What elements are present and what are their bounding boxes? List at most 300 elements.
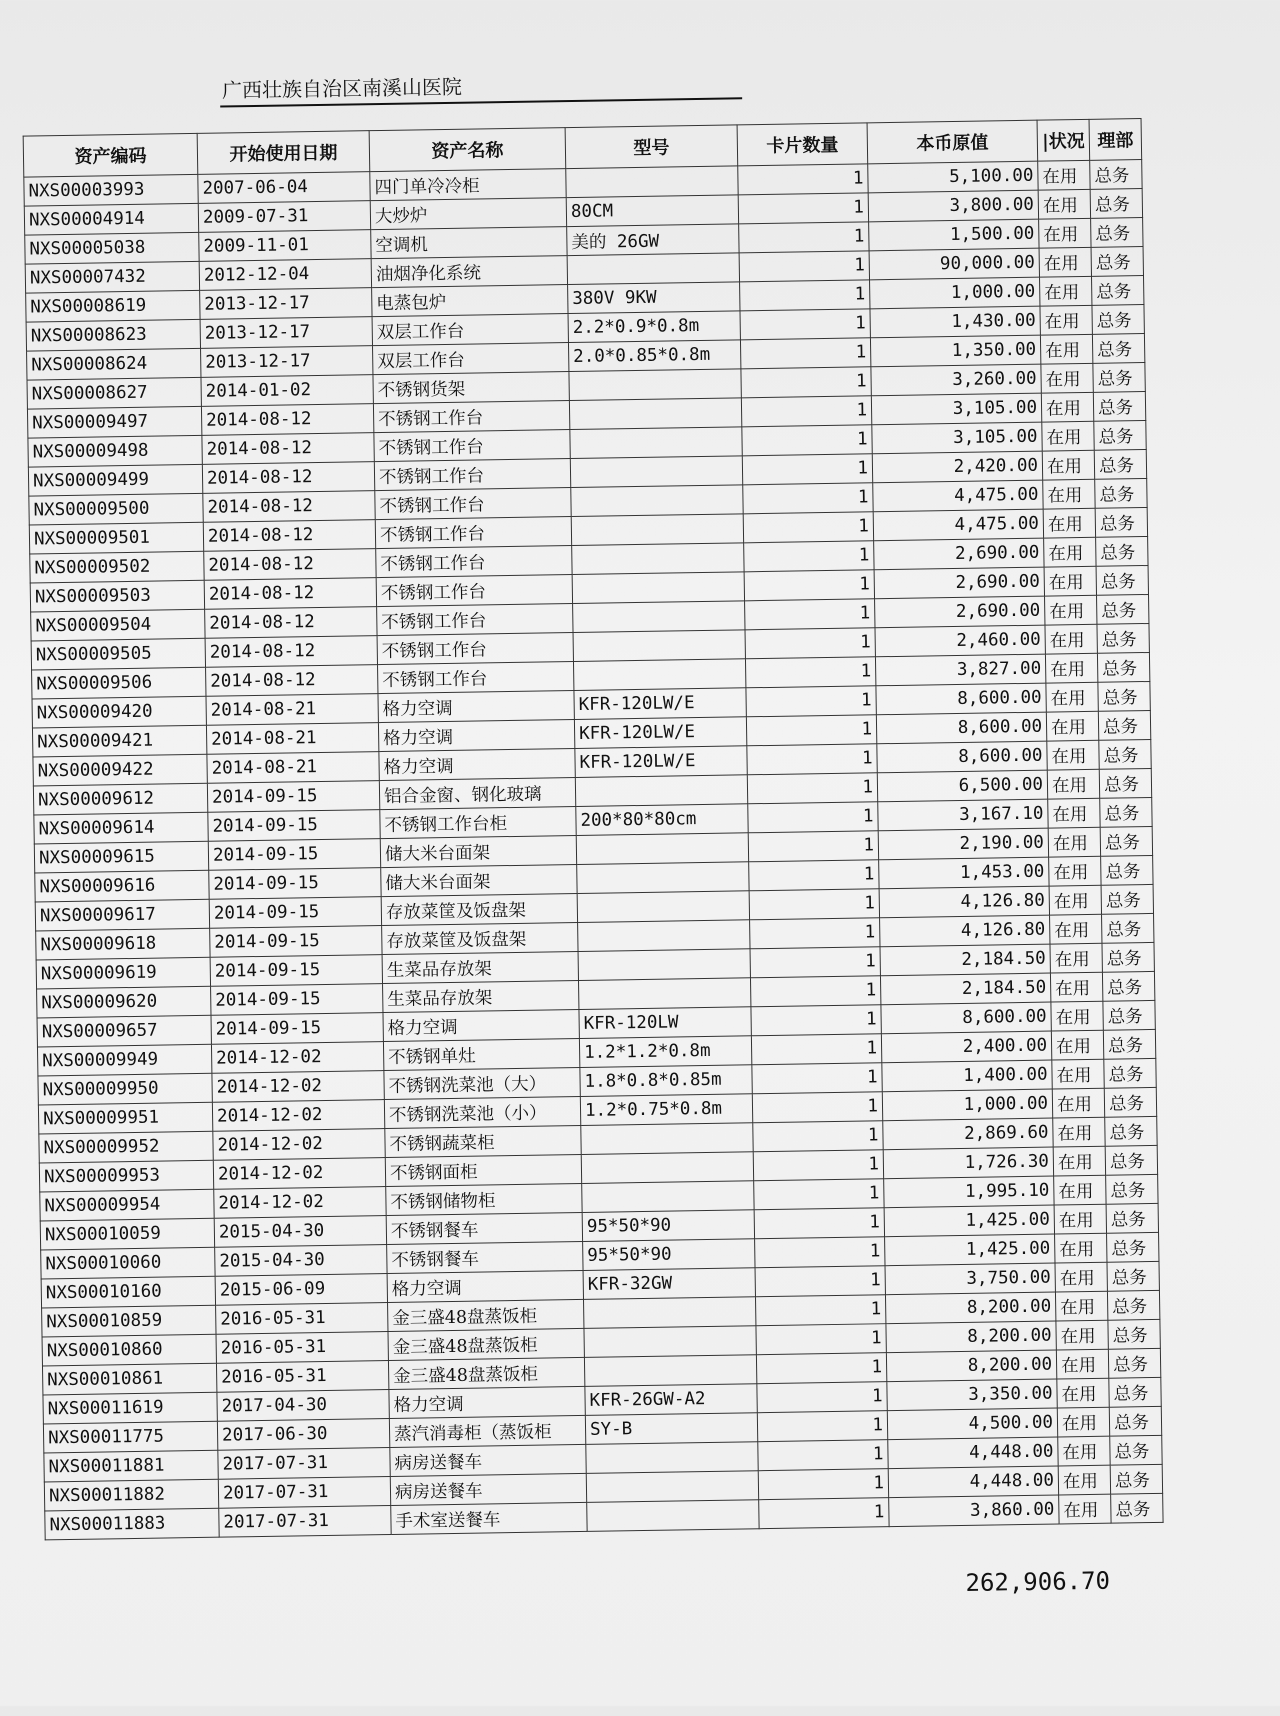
cell-department: 总务 xyxy=(1102,971,1154,1001)
cell-card-count: 1 xyxy=(744,570,874,601)
cell-department: 总务 xyxy=(1092,334,1144,364)
header-original-value: 本币原值 xyxy=(867,120,1038,164)
cell-model: 2.0*0.85*0.8m xyxy=(568,340,740,372)
cell-model xyxy=(586,1471,758,1503)
cell-card-count: 1 xyxy=(742,454,872,485)
cell-asset-code: NXS00010060 xyxy=(41,1247,215,1279)
cell-asset-name: 金三盛48盘蒸饭柜 xyxy=(388,1299,584,1331)
cell-model xyxy=(578,949,750,981)
cell-card-count: 1 xyxy=(746,686,876,717)
cell-asset-code: NXS00011619 xyxy=(43,1392,217,1424)
cell-start-date: 2014-12-02 xyxy=(213,1129,385,1161)
cell-original-value: 4,126.80 xyxy=(879,886,1049,918)
cell-asset-name: 不锈钢工作台 xyxy=(376,546,572,578)
cell-asset-code: NXS00011881 xyxy=(44,1450,218,1482)
cell-asset-name: 大炒炉 xyxy=(370,198,566,230)
cell-asset-code: NXS00009615 xyxy=(34,841,208,873)
cell-original-value: 3,750.00 xyxy=(885,1263,1055,1295)
cell-asset-name: 不锈钢工作台 xyxy=(375,517,571,549)
cell-department: 总务 xyxy=(1107,1261,1159,1291)
cell-asset-code: NXS00009500 xyxy=(29,493,203,525)
cell-asset-code: NXS00009499 xyxy=(28,464,202,496)
cell-start-date: 2014-08-21 xyxy=(206,723,378,755)
cell-card-count: 1 xyxy=(751,1005,881,1036)
cell-card-count: 1 xyxy=(741,367,871,398)
cell-asset-name: 病房送餐车 xyxy=(390,1444,586,1476)
cell-department: 总务 xyxy=(1093,392,1145,422)
cell-model: KFR-32GW xyxy=(583,1268,755,1300)
cell-department: 总务 xyxy=(1108,1319,1160,1349)
cell-start-date: 2014-12-02 xyxy=(214,1187,386,1219)
cell-department: 总务 xyxy=(1104,1087,1156,1117)
cell-asset-code: NXS00010059 xyxy=(40,1218,214,1250)
cell-asset-code: NXS00009498 xyxy=(28,435,202,467)
cell-start-date: 2014-08-12 xyxy=(203,491,375,523)
cell-asset-name: 不锈钢洗菜池（大） xyxy=(384,1067,580,1099)
cell-model xyxy=(578,920,750,952)
cell-original-value: 1,425.00 xyxy=(885,1234,1055,1266)
cell-start-date: 2015-04-30 xyxy=(215,1245,387,1277)
cell-department: 总务 xyxy=(1091,276,1143,306)
cell-status: 在用 xyxy=(1051,1030,1103,1060)
cell-start-date: 2014-08-12 xyxy=(203,520,375,552)
cell-status: 在用 xyxy=(1041,363,1093,393)
cell-department: 总务 xyxy=(1105,1145,1157,1175)
cell-original-value: 4,126.80 xyxy=(880,915,1050,947)
cell-department: 总务 xyxy=(1096,565,1148,595)
cell-asset-name: 不锈钢洗菜池（小） xyxy=(384,1096,580,1128)
cell-card-count: 1 xyxy=(740,309,870,340)
cell-card-count: 1 xyxy=(748,831,878,862)
cell-asset-name: 金三盛48盘蒸饭柜 xyxy=(388,1357,584,1389)
cell-model xyxy=(584,1355,756,1387)
cell-start-date: 2009-11-01 xyxy=(199,230,371,262)
cell-status: 在用 xyxy=(1050,972,1102,1002)
cell-card-count: 1 xyxy=(739,222,869,253)
cell-card-count: 1 xyxy=(745,628,875,659)
cell-asset-code: NXS00009616 xyxy=(35,870,209,902)
cell-card-count: 1 xyxy=(751,1034,881,1065)
cell-department: 总务 xyxy=(1099,739,1151,769)
cell-department: 总务 xyxy=(1095,478,1147,508)
cell-original-value: 1,400.00 xyxy=(882,1060,1052,1092)
cell-model: 200*80*80cm xyxy=(576,804,748,836)
cell-asset-name: 铝合金窗、钢化玻璃 xyxy=(379,778,575,810)
cell-original-value: 90,000.00 xyxy=(869,248,1039,280)
cell-status: 在用 xyxy=(1056,1320,1108,1350)
cell-asset-name: 格力空调 xyxy=(383,1009,579,1041)
cell-start-date: 2014-09-15 xyxy=(209,868,381,900)
cell-status: 在用 xyxy=(1046,682,1098,712)
cell-model xyxy=(573,659,745,691)
cell-start-date: 2014-12-02 xyxy=(211,1042,383,1074)
cell-asset-name: 电蒸包炉 xyxy=(372,285,568,317)
cell-original-value: 3,260.00 xyxy=(871,364,1041,396)
cell-original-value: 2,184.50 xyxy=(880,944,1050,976)
cell-start-date: 2014-09-15 xyxy=(211,984,383,1016)
table-body xyxy=(24,160,1163,1540)
cell-status: 在用 xyxy=(1050,943,1102,973)
cell-original-value: 1,000.00 xyxy=(870,277,1040,309)
cell-model xyxy=(577,891,749,923)
cell-asset-code: NXS00009612 xyxy=(33,783,207,815)
cell-asset-code: NXS00009953 xyxy=(39,1160,213,1192)
cell-status: 在用 xyxy=(1040,276,1092,306)
cell-asset-name: 格力空调 xyxy=(389,1386,585,1418)
cell-status: 在用 xyxy=(1043,479,1095,509)
cell-status: 在用 xyxy=(1038,160,1090,190)
cell-model: 1.8*0.8*0.85m xyxy=(580,1065,752,1097)
cell-asset-code: NXS00009951 xyxy=(38,1102,212,1134)
cell-card-count: 1 xyxy=(757,1411,887,1442)
cell-department: 总务 xyxy=(1091,247,1143,277)
cell-status: 在用 xyxy=(1047,740,1099,770)
cell-status: 在用 xyxy=(1045,624,1097,654)
cell-start-date: 2013-12-17 xyxy=(200,288,372,320)
cell-start-date: 2013-12-17 xyxy=(200,317,372,349)
cell-card-count: 1 xyxy=(747,744,877,775)
cell-original-value: 3,167.10 xyxy=(878,799,1048,831)
cell-model: SY-B xyxy=(585,1413,757,1445)
cell-original-value: 4,475.00 xyxy=(873,509,1043,541)
cell-asset-name: 不锈钢工作台 xyxy=(377,633,573,665)
cell-start-date: 2014-09-15 xyxy=(207,781,379,813)
cell-status: 在用 xyxy=(1039,218,1091,248)
cell-original-value: 2,869.60 xyxy=(883,1118,1053,1150)
cell-card-count: 1 xyxy=(743,512,873,543)
cell-department: 总务 xyxy=(1099,768,1151,798)
cell-asset-name: 储大米台面架 xyxy=(381,864,577,896)
cell-status: 在用 xyxy=(1044,537,1096,567)
cell-model xyxy=(578,978,750,1010)
cell-asset-code: NXS00009505 xyxy=(31,638,205,670)
cell-asset-code: NXS00009422 xyxy=(33,754,207,786)
cell-original-value: 3,827.00 xyxy=(875,654,1045,686)
header-model: 型号 xyxy=(565,125,738,169)
cell-status: 在用 xyxy=(1048,798,1100,828)
cell-status: 在用 xyxy=(1057,1378,1109,1408)
cell-department: 总务 xyxy=(1111,1493,1163,1523)
cell-asset-name: 双层工作台 xyxy=(372,314,568,346)
cell-start-date: 2014-08-12 xyxy=(205,636,377,668)
cell-card-count: 1 xyxy=(745,599,875,630)
cell-model: KFR-120LW/E xyxy=(574,688,746,720)
cell-asset-code: NXS00010861 xyxy=(42,1363,216,1395)
cell-model: 380V 9KW xyxy=(568,282,740,314)
cell-model xyxy=(569,398,741,430)
cell-original-value: 4,500.00 xyxy=(887,1408,1057,1440)
cell-department: 总务 xyxy=(1106,1174,1158,1204)
cell-card-count: 1 xyxy=(741,396,871,427)
cell-asset-code: NXS00005038 xyxy=(25,232,199,264)
cell-start-date: 2017-04-30 xyxy=(217,1390,389,1422)
cell-card-count: 1 xyxy=(742,425,872,456)
cell-card-count: 1 xyxy=(750,947,880,978)
cell-asset-code: NXS00009501 xyxy=(29,522,203,554)
cell-start-date: 2014-08-12 xyxy=(202,462,374,494)
cell-department: 总务 xyxy=(1090,189,1142,219)
cell-original-value: 8,600.00 xyxy=(876,683,1046,715)
header-status: |状况 xyxy=(1037,119,1090,161)
cell-card-count: 1 xyxy=(750,976,880,1007)
cell-status: 在用 xyxy=(1055,1262,1107,1292)
cell-status: 在用 xyxy=(1052,1059,1104,1089)
cell-original-value: 3,350.00 xyxy=(887,1379,1057,1411)
cell-department: 总务 xyxy=(1097,594,1149,624)
cell-original-value: 2,420.00 xyxy=(872,451,1042,483)
cell-department: 总务 xyxy=(1093,363,1145,393)
cell-asset-code: NXS00011775 xyxy=(43,1421,217,1453)
cell-original-value: 1,500.00 xyxy=(869,219,1039,251)
cell-model: 1.2*0.75*0.8m xyxy=(580,1094,752,1126)
cell-asset-name: 存放菜筐及饭盘架 xyxy=(382,922,578,954)
cell-original-value: 4,448.00 xyxy=(888,1437,1058,1469)
cell-asset-name: 格力空调 xyxy=(379,749,575,781)
cell-model: 95*50*90 xyxy=(583,1239,755,1271)
cell-asset-name: 不锈钢工作台 xyxy=(373,401,569,433)
cell-department: 总务 xyxy=(1097,623,1149,653)
cell-model xyxy=(572,572,744,604)
cell-status: 在用 xyxy=(1048,827,1100,857)
cell-asset-name: 金三盛48盘蒸饭柜 xyxy=(388,1328,584,1360)
cell-original-value: 8,600.00 xyxy=(877,741,1047,773)
cell-start-date: 2017-07-31 xyxy=(218,1476,390,1508)
cell-asset-name: 存放菜筐及饭盘架 xyxy=(381,893,577,925)
cell-asset-name: 格力空调 xyxy=(387,1270,583,1302)
cell-asset-name: 不锈钢蔬菜柜 xyxy=(385,1125,581,1157)
cell-start-date: 2014-08-12 xyxy=(202,433,374,465)
cell-original-value: 2,400.00 xyxy=(881,1031,1051,1063)
cell-asset-code: NXS00009954 xyxy=(40,1189,214,1221)
cell-card-count: 1 xyxy=(753,1150,883,1181)
cell-status: 在用 xyxy=(1040,305,1092,335)
cell-asset-name: 生菜品存放架 xyxy=(382,951,578,983)
cell-status: 在用 xyxy=(1055,1291,1107,1321)
cell-model xyxy=(575,775,747,807)
cell-status: 在用 xyxy=(1040,334,1092,364)
cell-card-count: 1 xyxy=(755,1295,885,1326)
cell-asset-name: 双层工作台 xyxy=(372,343,568,375)
cell-department: 总务 xyxy=(1107,1232,1159,1262)
cell-card-count: 1 xyxy=(740,338,870,369)
cell-original-value: 6,500.00 xyxy=(877,770,1047,802)
document-title: 广西壮族自治区南溪山医院 xyxy=(220,66,742,107)
cell-model xyxy=(567,253,739,285)
cell-department: 总务 xyxy=(1096,536,1148,566)
cell-department: 总务 xyxy=(1091,218,1143,248)
cell-start-date: 2014-08-12 xyxy=(206,665,378,697)
cell-department: 总务 xyxy=(1092,305,1144,335)
cell-asset-code: NXS00009504 xyxy=(31,609,205,641)
cell-start-date: 2014-08-21 xyxy=(206,694,378,726)
cell-asset-name: 手术室送餐车 xyxy=(391,1502,587,1534)
cell-original-value: 8,600.00 xyxy=(881,1002,1051,1034)
cell-asset-code: NXS00008623 xyxy=(26,319,200,351)
cell-asset-code: NXS00009618 xyxy=(36,928,210,960)
cell-model: KFR-120LW xyxy=(579,1007,751,1039)
cell-asset-code: NXS00009420 xyxy=(32,696,206,728)
cell-asset-code: NXS00009614 xyxy=(34,812,208,844)
cell-original-value: 8,600.00 xyxy=(876,712,1046,744)
cell-asset-code: NXS00009949 xyxy=(37,1044,211,1076)
header-asset-name: 资产名称 xyxy=(369,128,566,172)
cell-original-value: 2,190.00 xyxy=(878,828,1048,860)
cell-department: 总务 xyxy=(1094,421,1146,451)
cell-original-value: 3,105.00 xyxy=(871,393,1041,425)
cell-card-count: 1 xyxy=(738,164,868,195)
cell-model xyxy=(570,456,742,488)
cell-start-date: 2015-06-09 xyxy=(215,1274,387,1306)
cell-original-value: 8,200.00 xyxy=(886,1350,1056,1382)
cell-status: 在用 xyxy=(1057,1407,1109,1437)
cell-status: 在用 xyxy=(1053,1117,1105,1147)
cell-start-date: 2014-08-12 xyxy=(205,607,377,639)
cell-asset-code: NXS00010859 xyxy=(42,1305,216,1337)
cell-status: 在用 xyxy=(1039,247,1091,277)
cell-card-count: 1 xyxy=(759,1498,889,1529)
cell-original-value: 1,350.00 xyxy=(870,335,1040,367)
header-start-date: 开始使用日期 xyxy=(197,131,370,175)
cell-status: 在用 xyxy=(1055,1233,1107,1263)
cell-model xyxy=(573,601,745,633)
cell-asset-code: NXS00009502 xyxy=(30,551,204,583)
cell-asset-name: 病房送餐车 xyxy=(390,1473,586,1505)
cell-asset-code: NXS00007432 xyxy=(25,261,199,293)
cell-start-date: 2012-12-04 xyxy=(199,259,371,291)
cell-status: 在用 xyxy=(1045,595,1097,625)
cell-model: KFR-120LW/E xyxy=(574,717,746,749)
cell-model: 2.2*0.9*0.8m xyxy=(568,311,740,343)
cell-asset-name: 不锈钢餐车 xyxy=(387,1241,583,1273)
cell-asset-name: 不锈钢面柜 xyxy=(385,1154,581,1186)
cell-asset-name: 不锈钢货架 xyxy=(373,372,569,404)
cell-status: 在用 xyxy=(1052,1088,1104,1118)
cell-card-count: 1 xyxy=(739,251,869,282)
cell-department: 总务 xyxy=(1098,710,1150,740)
cell-card-count: 1 xyxy=(749,889,879,920)
cell-original-value: 4,475.00 xyxy=(873,480,1043,512)
cell-start-date: 2009-07-31 xyxy=(198,201,370,233)
cell-original-value: 1,430.00 xyxy=(870,306,1040,338)
cell-status: 在用 xyxy=(1059,1494,1111,1524)
cell-card-count: 1 xyxy=(743,483,873,514)
cell-original-value: 2,690.00 xyxy=(874,567,1044,599)
cell-original-value: 3,860.00 xyxy=(889,1495,1059,1527)
cell-original-value: 2,690.00 xyxy=(875,596,1045,628)
cell-asset-name: 不锈钢工作台 xyxy=(375,488,571,520)
cell-asset-code: NXS00008627 xyxy=(27,377,201,409)
header-asset-code: 资产编码 xyxy=(23,133,198,177)
cell-original-value: 1,425.00 xyxy=(884,1205,1054,1237)
cell-card-count: 1 xyxy=(750,918,880,949)
cell-start-date: 2014-09-15 xyxy=(209,897,381,929)
cell-model: 95*50*90 xyxy=(582,1210,754,1242)
cell-department: 总务 xyxy=(1102,913,1154,943)
cell-status: 在用 xyxy=(1043,508,1095,538)
cell-status: 在用 xyxy=(1045,653,1097,683)
cell-card-count: 1 xyxy=(748,802,878,833)
cell-start-date: 2014-08-21 xyxy=(207,752,379,784)
cell-department: 总务 xyxy=(1103,1000,1155,1030)
cell-original-value: 2,184.50 xyxy=(880,973,1050,1005)
cell-card-count: 1 xyxy=(755,1237,885,1268)
cell-card-count: 1 xyxy=(757,1382,887,1413)
cell-original-value: 1,995.10 xyxy=(884,1176,1054,1208)
header-card-count: 卡片数量 xyxy=(737,123,868,166)
cell-start-date: 2014-09-15 xyxy=(208,810,380,842)
cell-original-value: 8,200.00 xyxy=(886,1321,1056,1353)
cell-department: 总务 xyxy=(1094,449,1146,479)
cell-start-date: 2017-06-30 xyxy=(217,1419,389,1451)
cell-model xyxy=(581,1152,753,1184)
cell-original-value: 1,726.30 xyxy=(883,1147,1053,1179)
cell-status: 在用 xyxy=(1038,189,1090,219)
cell-asset-name: 生菜品存放架 xyxy=(383,980,579,1012)
header-department: 理部 xyxy=(1089,119,1142,161)
cell-model xyxy=(571,485,743,517)
cell-status: 在用 xyxy=(1046,711,1098,741)
cell-model: 80CM xyxy=(566,195,738,227)
cell-department: 总务 xyxy=(1101,855,1153,885)
cell-original-value: 3,105.00 xyxy=(872,422,1042,454)
cell-model xyxy=(566,166,738,198)
cell-status: 在用 xyxy=(1049,885,1101,915)
cell-model xyxy=(581,1123,753,1155)
cell-status: 在用 xyxy=(1047,769,1099,799)
cell-status: 在用 xyxy=(1056,1349,1108,1379)
cell-card-count: 1 xyxy=(754,1179,884,1210)
cell-start-date: 2015-04-30 xyxy=(214,1216,386,1248)
cell-model: KFR-26GW-A2 xyxy=(585,1384,757,1416)
cell-asset-code: NXS00009620 xyxy=(37,986,211,1018)
cell-asset-code: NXS00011882 xyxy=(44,1479,218,1511)
cell-status: 在用 xyxy=(1050,914,1102,944)
cell-asset-name: 不锈钢工作台 xyxy=(374,459,570,491)
cell-status: 在用 xyxy=(1058,1465,1110,1495)
cell-asset-code: NXS00004914 xyxy=(24,203,198,235)
cell-asset-name: 油烟净化系统 xyxy=(371,256,567,288)
cell-asset-code: NXS00010860 xyxy=(42,1334,216,1366)
cell-model xyxy=(577,862,749,894)
cell-card-count: 1 xyxy=(756,1353,886,1384)
cell-status: 在用 xyxy=(1051,1001,1103,1031)
cell-original-value: 4,448.00 xyxy=(888,1466,1058,1498)
cell-status: 在用 xyxy=(1042,421,1094,451)
cell-asset-code: NXS00009421 xyxy=(32,725,206,757)
cell-card-count: 1 xyxy=(744,541,874,572)
cell-start-date: 2014-09-15 xyxy=(210,926,382,958)
cell-department: 总务 xyxy=(1103,1029,1155,1059)
cell-card-count: 1 xyxy=(749,860,879,891)
cell-status: 在用 xyxy=(1054,1175,1106,1205)
cell-asset-name: 不锈钢餐车 xyxy=(386,1212,582,1244)
cell-status: 在用 xyxy=(1049,856,1101,886)
cell-start-date: 2007-06-04 xyxy=(198,172,370,204)
cell-start-date: 2014-12-02 xyxy=(212,1100,384,1132)
cell-department: 总务 xyxy=(1097,652,1149,682)
cell-asset-code: NXS00009952 xyxy=(39,1131,213,1163)
cell-department: 总务 xyxy=(1109,1406,1161,1436)
cell-department: 总务 xyxy=(1100,797,1152,827)
cell-original-value: 1,453.00 xyxy=(879,857,1049,889)
cell-model xyxy=(584,1297,756,1329)
cell-asset-code: NXS00008619 xyxy=(26,290,200,322)
cell-start-date: 2014-01-02 xyxy=(201,375,373,407)
cell-asset-code: NXS00009503 xyxy=(30,580,204,612)
cell-department: 总务 xyxy=(1095,507,1147,537)
cell-department: 总务 xyxy=(1098,681,1150,711)
cell-card-count: 1 xyxy=(758,1440,888,1471)
